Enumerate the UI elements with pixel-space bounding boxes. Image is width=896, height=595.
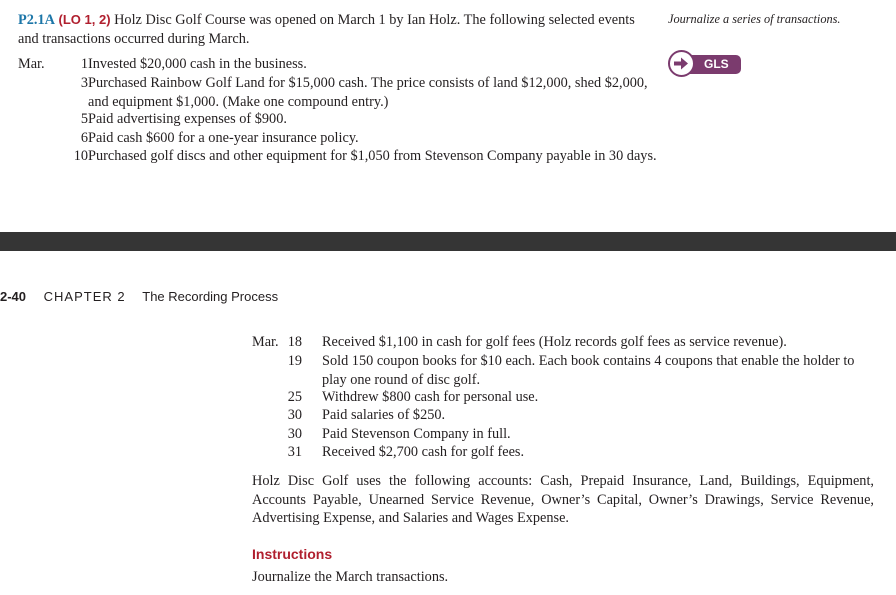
accounts-paragraph: Holz Disc Golf uses the following accounts: Cash, Prepaid Insurance, Land, Buildings, Equipment, Accounts Payable, Unearned Service Revenue, Owner’s Capital, Owner’s Drawings, Service Revenue, Advertising Expense, and Salaries and Wages Expense. (252, 473, 874, 526)
transaction-day: 31 (287, 444, 302, 460)
transaction-month: Mar. (252, 334, 279, 350)
transaction-text: Paid Stevenson Company in full. (322, 426, 511, 442)
transaction-text: Invested $20,000 cash in the business. (88, 56, 307, 72)
transaction-day: 19 (287, 353, 302, 369)
transaction-day: 30 (287, 426, 302, 442)
transaction-day: 10 (73, 148, 88, 164)
transaction-text: Withdrew $800 cash for personal use. (322, 389, 539, 405)
gls-badge[interactable] (668, 50, 742, 81)
transaction-day: 3 (80, 75, 88, 91)
transaction-day: 30 (287, 407, 302, 423)
transaction-month: Mar. (18, 56, 45, 72)
transaction-text: Sold 150 coupon books for $10 each. Each book contains 4 coupons that enable the holder to play one round of disc golf. (322, 353, 855, 388)
transaction-text: Purchased Rainbow Golf Land for $15,000 cash. The price consists of land $12,000, shed $2,000, and equipment $1,000. (Make one compound entry.) (88, 75, 648, 110)
running-head (0, 289, 278, 304)
page-divider (0, 232, 896, 251)
gls-badge-label: GLS (682, 55, 741, 74)
transaction-day: 6 (80, 130, 88, 146)
transaction-text: Received $1,100 in cash for golf fees (Holz records golf fees as service revenue). (322, 334, 787, 350)
transaction-text: Received $2,700 cash for golf fees. (322, 444, 525, 460)
page-number: 2-40 (0, 289, 27, 304)
transaction-day: 5 (80, 111, 88, 127)
transaction-text: Paid salaries of $250. (322, 407, 446, 423)
problem-intro (18, 10, 640, 49)
transaction-day: 25 (287, 389, 302, 405)
instructions-text: Journalize the March transactions. (252, 569, 449, 585)
learning-objective-tag: (LO 1, 2) (58, 12, 111, 27)
transaction-day: 1 (80, 56, 88, 72)
instructions-heading: Instructions (252, 546, 333, 562)
problem-number: P2.1A (18, 12, 55, 28)
transaction-day: 18 (287, 334, 302, 350)
transaction-text: Paid cash $600 for a one-year insurance policy. (88, 130, 359, 146)
arrow-right-icon (668, 50, 695, 77)
problem-intro-text: Holz Disc Golf Course was opened on March 1 by Ian Holz. The following selected events and transactions occurred during March. (18, 12, 635, 47)
transaction-text: Purchased golf discs and other equipment for $1,050 from Stevenson Company payable in 30 days. (88, 148, 657, 164)
transaction-text: Paid advertising expenses of $900. (88, 111, 287, 127)
margin-note: Journalize a series of transactions. (668, 12, 841, 26)
chapter-title: The Recording Process (142, 289, 279, 304)
chapter-label: CHAPTER 2 (43, 289, 126, 304)
